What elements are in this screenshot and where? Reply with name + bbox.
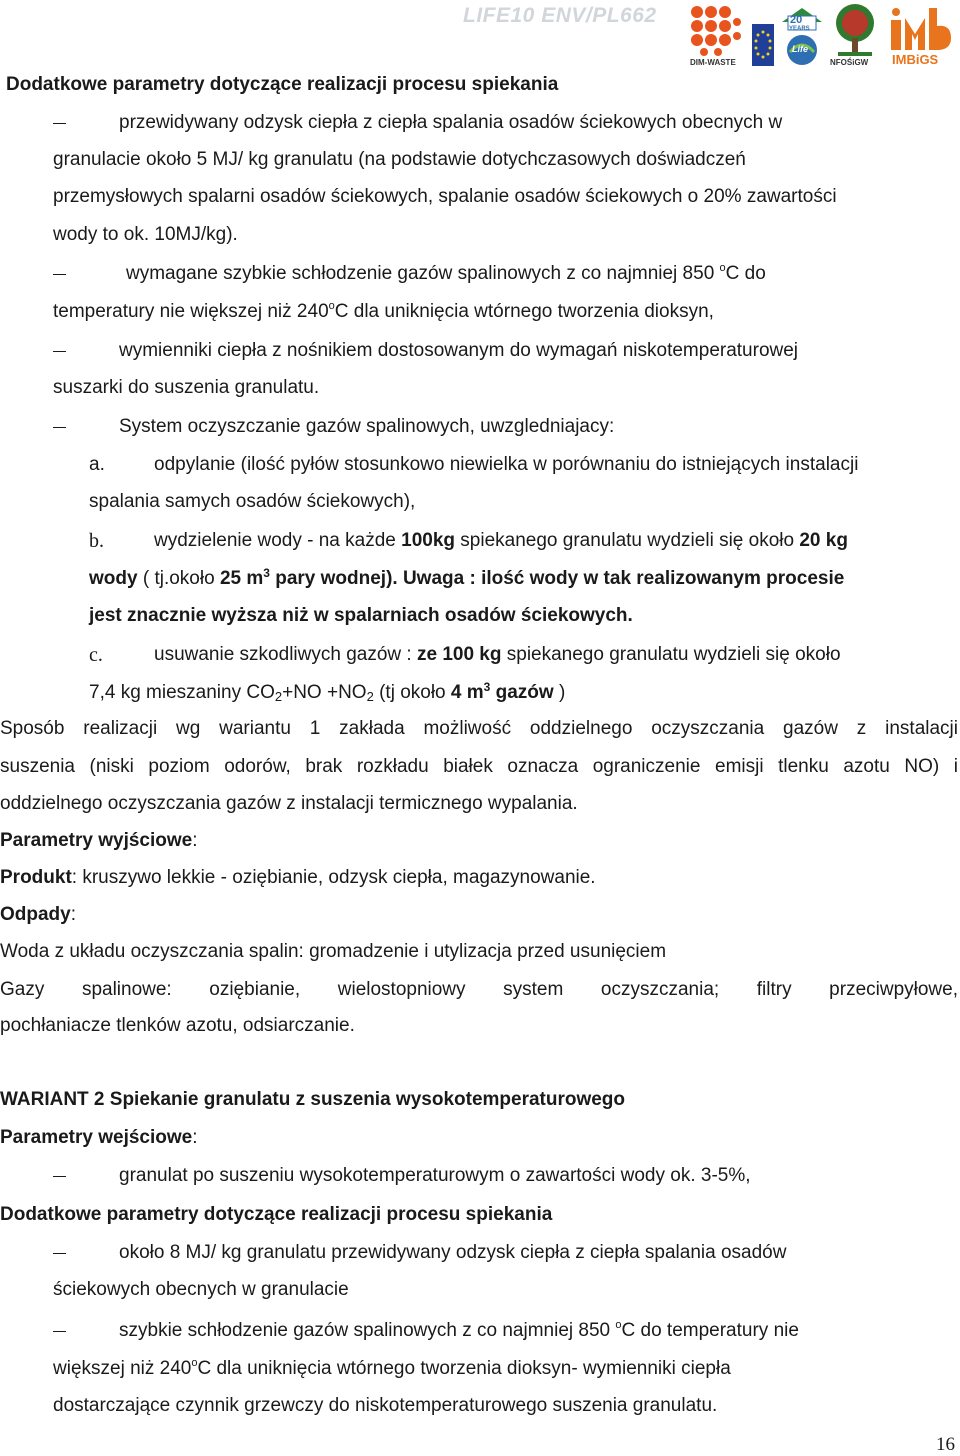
paragraph-line: wymagane szybkie schłodzenie gazów spalinowych z co najmniej 850 $^o$C do (126, 262, 766, 284)
paragraph-line: 7,4 kg mieszaniny $CO_2+NO +NO_2$ (tj około 4 $m^3$ gazów ) (89, 680, 566, 704)
variant-2-title: WARIANT 2 Spiekanie granulatu z suszenia wysokotemperaturowego (0, 1089, 626, 1110)
bullet-dash (53, 1176, 66, 1177)
list-marker: c. (89, 644, 103, 666)
dim-waste-label: DIM-WASTE (690, 58, 736, 67)
bullet-dash (53, 351, 66, 352)
bullet-dash (53, 1331, 66, 1332)
bullet-dash (53, 427, 66, 428)
list-marker: b. (89, 530, 104, 552)
life-wordmark: Life (792, 44, 809, 54)
paragraph-line: dostarczające czynnik grzewczy do niskotemperaturowego suszenia granulatu. (53, 1395, 718, 1416)
paragraph-line: przemysłowych spalarni osadów ściekowych, spalanie osadów ściekowych o 20% zawartości (53, 186, 837, 207)
paragraph-line: usuwanie szkodliwych gazów : ze 100 kg spiekanego granulatu wydzieli się około (154, 644, 841, 665)
paragraph-line: spalania samych osadów ściekowych), (89, 491, 416, 512)
paragraph-line: odpylanie (ilość pyłów stosunkowo niewielka w porównaniu do istniejących instalacji (154, 454, 859, 475)
eu-flag-icon (752, 24, 774, 66)
imbigs-logo (891, 6, 955, 52)
input-params-heading: Parametry wejściowe: (0, 1127, 198, 1148)
paragraph-line: wymienniki ciepła z nośnikiem dostosowanym do wymagań niskotemperaturowej (119, 340, 799, 361)
paragraph-line: Woda z układu oczyszczania spalin: gromadzenie i utylizacja przed usunięciem (0, 941, 667, 962)
paragraph-line: wody to ok. 10MJ/kg). (53, 224, 238, 245)
bullet-dash (53, 1253, 66, 1254)
paragraph-line: pochłaniacze tlenków azotu, odsiarczanie. (0, 1015, 355, 1036)
paragraph-line: ściekowych obecnych w granulacie (53, 1279, 349, 1300)
paragraph-line: większej niż 240$^o$C dla uniknięcia wtórnego tworzenia dioksyn- wymienniki ciepła (53, 1357, 731, 1379)
paragraph-line: przewidywany odzysk ciepła z ciepła spalania osadów ściekowych obecnych w (119, 112, 783, 133)
paragraph-line: temperatury nie większej niż 240$^o$C dla uniknięcia wtórnego tworzenia dioksyn, (53, 300, 714, 322)
dim-waste-logo (688, 4, 742, 56)
bullet-dash (53, 274, 66, 275)
product-line: Produkt: kruszywo lekkie - oziębianie, odzysk ciepła, magazynowanie. (0, 867, 596, 888)
paragraph-line: granulacie około 5 MJ/ kg granulatu (na podstawie dotychczasowych doświadczeń (53, 149, 746, 170)
life-years-label: YEARS (789, 26, 810, 32)
partner-logos (688, 0, 960, 72)
waste-heading: Odpady: (0, 904, 77, 925)
list-marker: a. (89, 454, 105, 475)
page-number: 16 (936, 1434, 955, 1455)
paragraph-line: około 8 MJ/ kg granulatu przewidywany odzysk ciepła z ciepła spalania osadów (119, 1242, 787, 1263)
paragraph-line: Gazy spalinowe: oziębianie, wielostopniowy system oczyszczania; filtry przeciwpyłowe, (0, 979, 958, 1000)
nfosigw-label: NFOŚiGW (830, 58, 869, 67)
life-logo (778, 2, 826, 68)
paragraph-line: Sposób realizacji wg wariantu 1 zakłada możliwość oddzielnego oczyszczania gazów z instalacji (0, 718, 958, 739)
paragraph-line: jest znacznie wyższa niż w spalarniach osadów ściekowych. (89, 605, 633, 626)
paragraph-line: granulat po suszeniu wysokotemperaturowym o zawartości wody ok. 3-5%, (119, 1165, 751, 1186)
paragraph-line: wody ( tj.około 25 $m^3$ pary wodnej). Uwaga : ilość wody w tak realizowanym procesie (89, 566, 845, 589)
project-code: LIFE10 ENV/PL662 (463, 4, 657, 27)
paragraph-line: szybkie schłodzenie gazów spalinowych z co najmniej 850 $^o$C do temperatury nie (119, 1319, 799, 1341)
imbigs-label: IMBiGS (892, 52, 939, 67)
paragraph-line: System oczyszczanie gazów spalinowych, uwzgledniajacy: (119, 416, 615, 437)
paragraph-line: oddzielnego oczyszczania gazów z instalacji termicznego wypalania. (0, 793, 578, 814)
life-years-number: 20 (790, 14, 803, 26)
section-heading: Dodatkowe parametry dotyczące realizacji procesu spiekania (0, 1204, 553, 1225)
section-heading: Dodatkowe parametry dotyczące realizacji procesu spiekania (6, 74, 559, 95)
nfosigw-logo (834, 2, 876, 58)
paragraph-line: wydzielenie wody - na każde 100kg spiekanego granulatu wydzieli się około 20 kg (154, 530, 848, 551)
output-params-heading: Parametry wyjściowe: (0, 830, 198, 851)
paragraph-line: suszenia (niski poziom odorów, brak rozkładu białek oznacza ograniczenie emisji tlenku azotu NO) i (0, 756, 958, 777)
bullet-dash (53, 123, 66, 124)
paragraph-line: suszarki do suszenia granulatu. (53, 377, 320, 398)
